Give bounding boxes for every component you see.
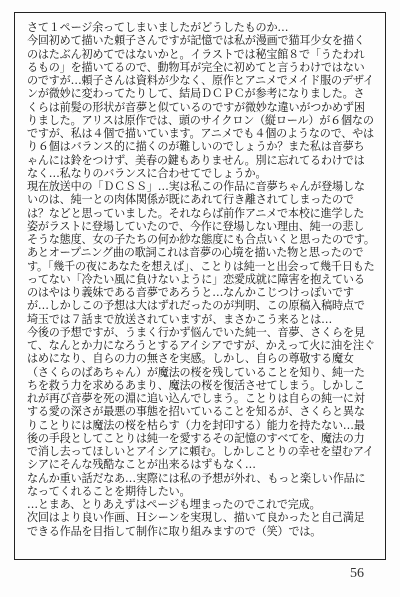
paragraph: 今後の予想ですが、うまく行かず悩んでいた純一、音夢、さくらを見て、なんとか力になろうとするアイシアですが、かえって火に油を注ぐはめになり、自らの力の無さを実感。しかし、自らの尊敬する魔女（さくらのばあちゃん）が魔法の桜を残していることを知り、純一たちを救う力を求めるあまり、魔法の桜を復活させてしまう。しかしこれが再び音夢を死の淵に追い込んでしまう。ことりは自らの純一に対する愛の深さが最悪の事態を招いていることを知るが、さくらと異なりことりには魔法の桜を枯らす（力を封印する）能力を持たない…最後の手段としてことりは純一を愛するその記憶のすべてを、魔法の力で消し去ってほしいとアイシアに頼む。しかしことりの幸せを望むアイシアにそんな残酷なことが出来るはずもなく… なんか重い話だなあ…実際には私の予想が外れ、もっと楽しい作品になってくれることを期待したい。 …とまあ、とりあえずはページも埋まったのでこれで完成。 次回はより良い作画、Ｈシーンを実現し、描いて良かったと自己満足できる作品を目指して制作に取り組みますので（笑）では。 <box>27 325 375 538</box>
page-number: 56 <box>350 566 364 581</box>
afterword-text <box>27 21 375 538</box>
paragraph: 現在放送中の「ＤＣＳＳ」…実は私この作品に音夢ちゃんが登場しないのは、純一との肉体関係が既にあれて行き離されてしまったのでは？などと思っていました。それならば前作アニメで本校に進学した姿がラストに登場していたので、今作に登場しない理由、純一の悲しそうな態度、女の子たちの何か紗な態度にも合点いくと思ったのです。あとオープニング曲の歌詞これは音夢の心境を描いた物と思ったのです。「幾千の夜にあなたを想えば」、ことりは純一と出会って幾千日もたってない「冷たい風に負けないように」恋愛成就に障害を抱えているのはやはり義妹である音夢であろうと…なんかこじつけっぽいですが…しかしこの予想は大はずれだったのが判明、この原稿入稿時点で埼玉では７話まで放送されていますが、まさかこう来るとは… <box>27 180 375 326</box>
paragraph: さて１ページ余ってしまいましたがどうしたものか… 今回初めて描いた頼子さんですが記憶では私が漫画で猫耳少女を描くのはたぶん初めてではないかと。イラストでは秘宝館８で「うたわれるもの」を描いてるので、動物耳が完全に初めてと言うわけではないのですが…頼子さんは資料が少なく、原作とアニメでメイド服のデザインが微妙に変わってたりして、結局ＤＣＰＣが参考になりました。さくらは前髪の形状が音夢と似ているのですが微妙な違いがつかめず困りました。アリスは原作では、頭のサイクロン（縦ロール）が６個なのですが、私は４個で描いています。アニメでも４個のようなので、やはり６個はバランス的に描くのが難しいのでしょうか？また私は音夢ちゃんには鈴をつけず、美春の鍵もありません。別に忘れてるわけではなく…私なりのバランスに合わせてでしょうか。 <box>27 21 374 180</box>
text-frame <box>14 12 386 560</box>
